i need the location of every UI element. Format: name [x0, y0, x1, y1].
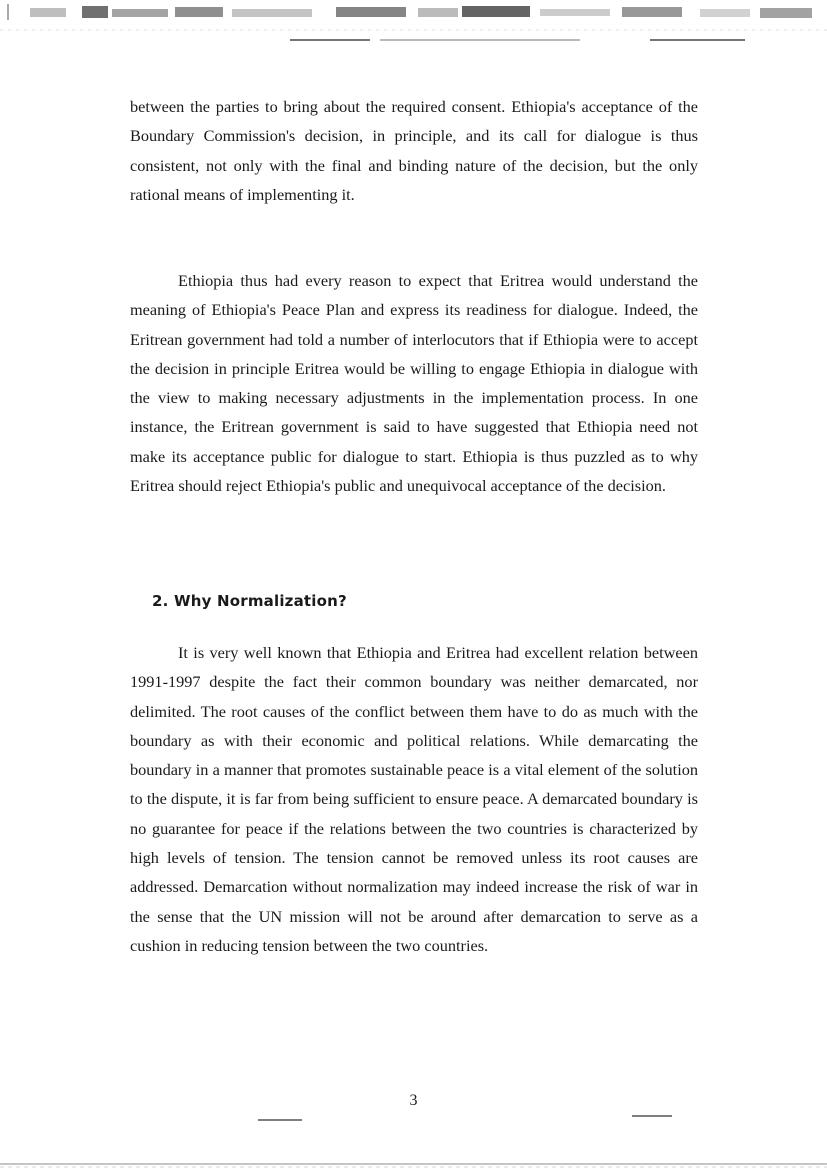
scan-noise-footer: [0, 1110, 827, 1169]
body-paragraph-3: It is very well known that Ethiopia and Eritrea had excellent relation between 1991-1997 despite the fact their common boundary was neither demarcated, nor delimited. The root causes of the conflict between them have to do as much with the boundary as with their economic and political relations. While demarcating the boundary in a manner that promotes sustainable peace is a vital element of the solution to the dispute, it is far from being sufficient to ensure peace. A demarcated boundary is no guarantee for peace if the relations between the two countries is characterized by high levels of tension. The tension cannot be removed unless its root causes are addressed. Demarcation without normalization may indeed increase the risk of war in the sense that the UN mission will not be around after demarcation to serve as a cushion in reducing tension between the two countries.: [130, 643, 698, 955]
body-paragraph-1: between the parties to bring about the required consent. Ethiopia's acceptance of the Boundary Commission's decision, in principle, and its call for dialogue is thus consistent, not only with the final and binding nature of the decision, but the only rational means of implementing it.: [130, 97, 698, 204]
page-number: 3: [409, 1092, 418, 1109]
body-paragraph-2: Ethiopia thus had every reason to expect that Eritrea would understand the meaning of Ethiopia's Peace Plan and express its readiness for dialogue. Indeed, the Eritrean government had told a number of interlocutors that if Ethiopia were to accept the decision in principle Eritrea would be willing to engage Ethiopia in dialogue with the view to making necessary adjustments in the implementation process. In one instance, the Eritrean government is said to have suggested that Ethiopia need not make its acceptance public for dialogue to start. Ethiopia is thus puzzled as to why Eritrea should reject Ethiopia's public and unequivocal acceptance of the decision.: [130, 271, 698, 496]
scan-noise-header: [0, 0, 827, 46]
section-heading: 2. Why Normalization?: [152, 592, 347, 610]
